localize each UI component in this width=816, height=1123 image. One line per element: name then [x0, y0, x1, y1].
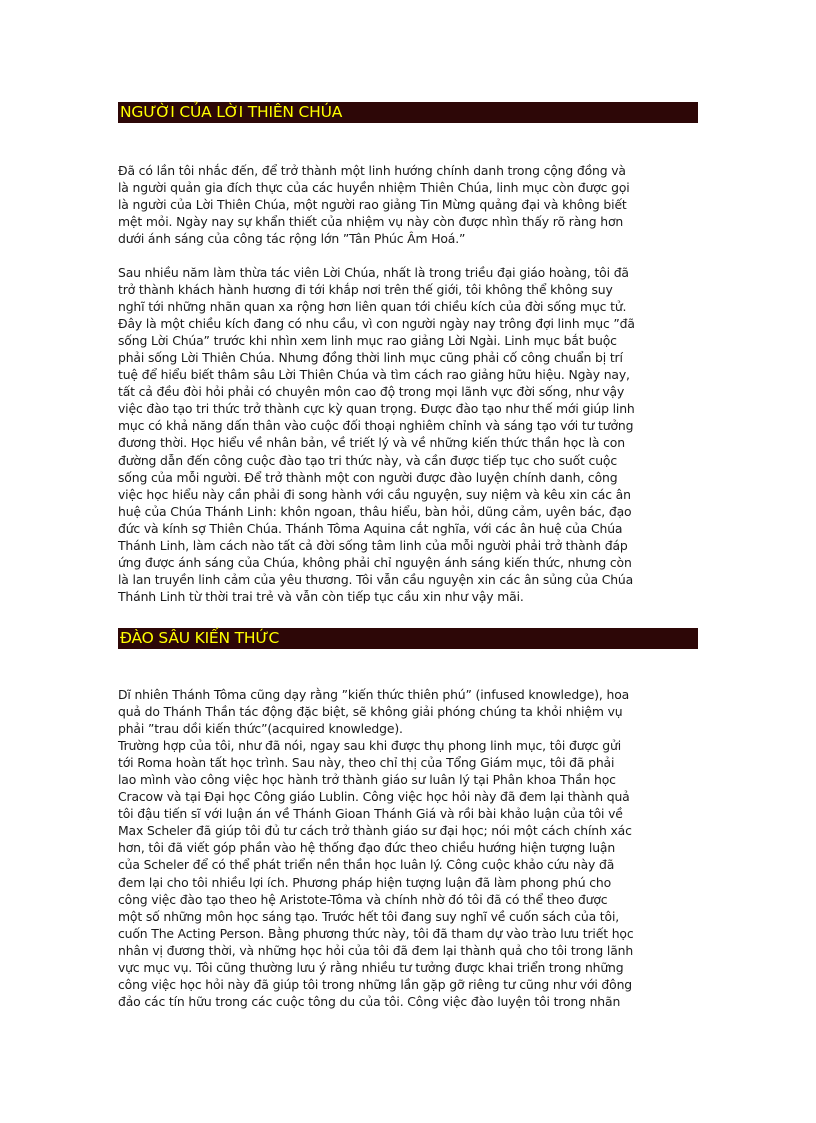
text-line: đem lại cho tôi nhiều lợi ích. Phương pháp hiện tượng luận đã làm phong phú cho — [118, 874, 612, 890]
text-line: của Scheler để có thể phát triển nền thần học luân lý. Công cuộc khảo cứu này đã — [118, 857, 615, 873]
text-line: tôi đậu tiến sĩ với luận án về Thánh Gioan Thánh Giá và rồi bài khảo luận của tôi về — [118, 806, 623, 822]
text-line: trở thành khách hành hương đi tới khắp nơi trên thế giới, tôi không thể không suy — [118, 282, 613, 298]
text-line: quả do Thánh Thần tác động đặc biệt, sẽ không giải phóng chúng ta khỏi nhiệm vụ — [118, 704, 623, 720]
text-line: công việc học hỏi này đã giúp tôi trong những lần gặp gỡ riêng tư cũng như với đông — [118, 976, 633, 992]
text-line: đảo các tín hữu trong các cuộc tông du của tôi. Công việc đào luyện tôi trong nhãn — [118, 993, 621, 1009]
section-title: ĐÀO SÂU KIẾN THỨC — [120, 629, 280, 647]
text-line: huệ của Chúa Thánh Linh: khôn ngoan, thâu hiểu, bàn hỏi, dũng cảm, uyên bác, đạo — [118, 503, 632, 519]
text-line: dưới ánh sáng của công tác rộng lớn ”Tân Phúc Âm Hoá.” — [118, 231, 466, 247]
section-heading-bar — [118, 628, 698, 649]
text-line: việc học hiểu này cần phải đi song hành với cầu nguyện, suy niệm và kêu xin các ân — [118, 486, 631, 502]
text-line: lao mình vào công việc học hành trở thành giáo sư luân lý tại Phân khoa Thần học — [118, 772, 616, 788]
text-line: đường dẫn đến công cuộc đào tạo tri thức này, và cần được tiếp tục cho suốt cuộc — [118, 452, 618, 468]
text-line: là lan truyền linh cảm của yêu thương. Tôi vẫn cầu nguyện xin các ân sủng của Chúa — [118, 571, 634, 587]
text-line: sống của mỗi người. Để trở thành một con người được đào luyện chính danh, công — [118, 469, 618, 485]
text-line: hơn, tôi đã viết góp phần vào hệ thống đạo đức theo chiều hướng hiện tượng luận — [118, 840, 616, 856]
section-heading-bar — [118, 102, 698, 123]
text-line: Cracow và tại Đại học Công giáo Lublin. Công việc học hỏi này đã đem lại thành quả — [118, 789, 630, 805]
text-line: đức và kính sợ Thiên Chúa. Thánh Tôma Aquina cắt nghĩa, với các ân huệ của Chúa — [118, 520, 623, 536]
paragraph — [118, 162, 718, 247]
paragraph — [118, 264, 718, 605]
text-line: Đây là một chiều kích đang có nhu cầu, vì con người ngày nay trông đợi linh mục ”đã — [118, 316, 635, 332]
text-line: là người quản gia đích thực của các huyền nhiệm Thiên Chúa, linh mục còn được gọi — [118, 180, 630, 196]
text-line: một số những môn học sáng tạo. Trước hết tôi đang suy nghĩ về cuốn sách của tôi, — [118, 908, 620, 924]
text-line: Đã có lần tôi nhắc đến, để trở thành một linh hướng chính danh trong cộng đồng và — [118, 163, 626, 178]
text-line: nghĩ tới những nhãn quan xa rộng hơn liên quan tới chiều kích của đời sống mục tử. — [118, 299, 627, 315]
paragraph — [118, 686, 718, 1010]
text-line: cuốn The Acting Person. Bằng phương thức này, tôi đã tham dự vào trào lưu triết học — [118, 925, 634, 941]
text-line: ứng được ánh sáng của Chúa, không phải chỉ nguyện ánh sáng kiến thức, nhưng còn — [118, 554, 632, 570]
text-line: là người của Lời Thiên Chúa, một người rao giảng Tin Mừng quảng đại và không biết — [118, 197, 627, 213]
text-line: Sau nhiều năm làm thừa tác viên Lời Chúa, nhất là trong triều đại giáo hoàng, tôi đã — [118, 265, 629, 280]
text-line: sống Lời Chúa” trước khi nhìn xem linh mục rao giảng Lời Ngài. Linh mục bắt buộc — [118, 333, 617, 349]
text-line: phải sống Lời Thiên Chúa. Nhưng đồng thời linh mục cũng phải cố công chuẩn bị trí — [118, 350, 623, 366]
text-line: tuệ để hiểu biết thâm sâu Lời Thiên Chúa và tìm cách rao giảng hữu hiệu. Ngày nay, — [118, 367, 630, 383]
text-line: tới Roma hoàn tất học trình. Sau này, theo chỉ thị của Tổng Giám mục, tôi đã phải — [118, 755, 615, 771]
text-line: tất cả đều đòi hỏi phải có chuyên môn cao độ trong mọi lãnh vực đời sống, như vậy — [118, 384, 625, 400]
text-line: mục có khả năng dấn thân vào cuộc đối thoại nghiêm chỉnh và sáng tạo với tư tưởng — [118, 418, 634, 434]
text-line: đương thời. Học hiểu về nhân bản, về triết lý và về những kiến thức thần học là con — [118, 435, 625, 451]
text-line: phải ”trau dồi kiến thức”(acquired knowledge). — [118, 721, 403, 737]
text-line: nhân vị đương thời, và những học hỏi của tôi đã đem lại thành quả cho tôi trong lãnh — [118, 942, 634, 958]
text-line: Thánh Linh từ thời trai trẻ và vẫn còn tiếp tục cầu xin như vậy mãi. — [118, 588, 524, 604]
text-line: việc đào tạo tri thức trở thành cực kỳ quan trọng. Được đào tạo như thế mới giúp linh — [118, 401, 635, 417]
section-title: NGƯỜI CỦA LỜI THIÊN CHÚA — [120, 103, 343, 121]
text-line: Dĩ nhiên Thánh Tôma cũng dạy rằng ”kiến thức thiên phú” (infused knowledge), hoa — [118, 687, 630, 702]
text-line: công việc đào tạo theo hệ Aristote-Tôma và chính nhờ đó tôi đã có thể theo được — [118, 891, 608, 907]
text-line: vực mục vụ. Tôi cũng thường lưu ý rằng nhiều tư tưởng được khai triển trong những — [118, 959, 624, 975]
text-line: Trường hợp của tôi, như đã nói, ngay sau khi được thụ phong linh mục, tôi được gửi — [118, 738, 621, 754]
text-line: Thánh Linh, làm cách nào tất cả đời sống tâm linh của mỗi người phải trở thành đáp — [118, 537, 628, 553]
text-line: mệt mỏi. Ngày nay sự khẩn thiết của nhiệm vụ này còn được nhìn thấy rõ ràng hơn — [118, 214, 624, 230]
text-line: Max Scheler đã giúp tôi đủ tư cách trở thành giáo sư đại học; nói một cách chính xác — [118, 823, 632, 839]
